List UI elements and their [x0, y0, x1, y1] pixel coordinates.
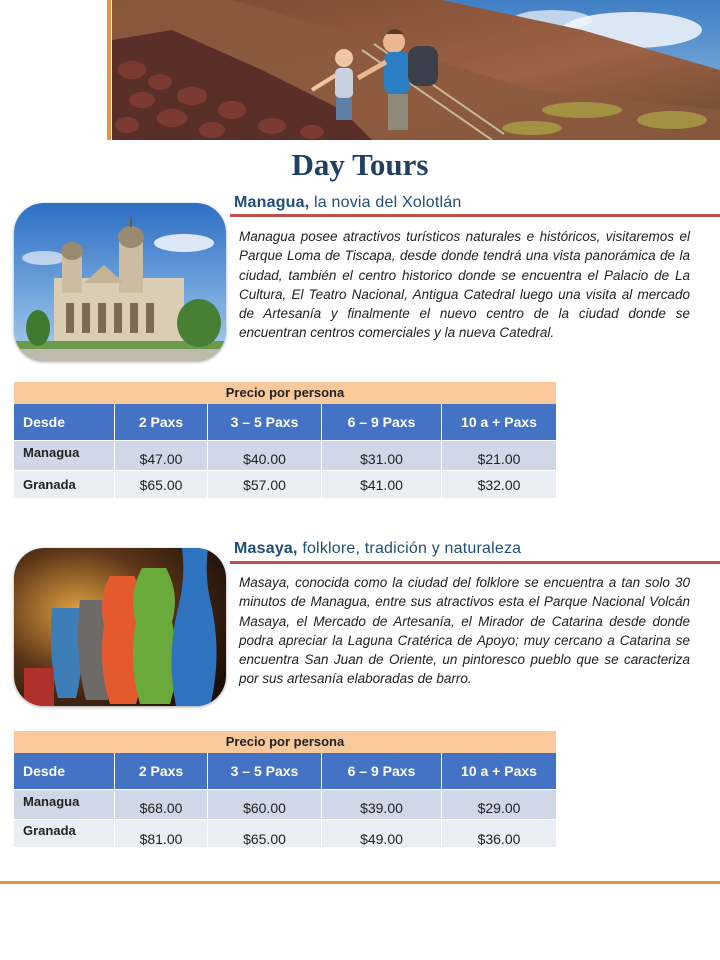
col-header-10-plus-paxs: 10 a + Paxs	[461, 763, 537, 779]
masaya-description: Masaya, conocida como la ciudad del folklore se encuentra a tan solo 30 minutos de Managua, entre sus atractivos esta el Parque Nacional Volcán Masaya, el Mercado de Artesanía, el Mirador de Catarina desde donde podra apreciar la Laguna Cratérica de Apoyo; muy cercano a Catarina se encuentra San Juan de Oriente, un pintoresco pueblo que se caracteriza por sus artesanía elaboradas de barro.	[239, 575, 690, 687]
col-header-2-paxs: 2 Paxs	[115, 404, 208, 440]
banner-accent-stripe	[107, 0, 111, 140]
price-cell: $36.00	[442, 819, 556, 847]
managua-heading-rule	[230, 214, 720, 217]
col-header-6-9-paxs: 6 – 9 Paxs	[322, 404, 442, 440]
table-row	[14, 470, 556, 498]
footer-accent-rule	[0, 881, 720, 884]
price-cell: $29.00	[442, 789, 556, 819]
col-header-desde: Desde	[14, 404, 115, 440]
masaya-pottery-photo	[14, 548, 226, 706]
price-table-header-row	[14, 753, 556, 789]
page-title: Day Tours	[291, 147, 429, 182]
masaya-heading-rule	[230, 561, 720, 564]
col-header-desde: Desde	[14, 753, 115, 789]
managua-cathedral-photo	[14, 203, 226, 361]
price-table-header-row	[14, 404, 556, 440]
row-origin-cell: Granada	[14, 819, 115, 847]
masaya-place-name: Masaya,	[234, 540, 298, 557]
managua-place-name: Managua,	[234, 194, 310, 211]
col-header-10-plus-paxs: 10 a + Paxs	[461, 414, 537, 430]
col-header-2-paxs: 2 Paxs	[115, 753, 208, 789]
price-cell: $65.00	[115, 470, 208, 498]
table-row	[14, 789, 556, 819]
price-cell: $60.00	[208, 789, 322, 819]
price-cell: $68.00	[115, 789, 208, 819]
price-cell: $41.00	[322, 470, 442, 498]
table-row	[14, 819, 556, 847]
price-cell: $49.00	[322, 819, 442, 847]
price-cell: $65.00	[208, 819, 322, 847]
row-origin-cell: Granada	[14, 470, 115, 498]
price-cell: $57.00	[208, 470, 322, 498]
price-cell: $40.00	[208, 440, 322, 470]
managua-tagline: la novia del Xolotlán	[309, 194, 462, 211]
row-origin-cell: Managua	[14, 789, 115, 819]
row-origin-cell: Managua	[14, 440, 115, 470]
price-cell: $47.00	[115, 440, 208, 470]
managua-description: Managua posee atractivos turísticos naturales e históricos, visitaremos el Parque Loma de Tiscapa, desde donde tendrá una vista panorámica de la ciudad, también el centro historico donde se encuentra el Palacio de La Cultura, El Teatro Nacional, Antigua Catedral luego una visita al mercado de Artesanía y finalmente el nuevo centro de la ciudad donde se encuentran centros comerciales y la nueva Catedral.	[239, 229, 690, 341]
price-cell: $32.00	[442, 470, 556, 498]
managua-heading	[234, 194, 461, 212]
price-table-caption: Precio por persona	[14, 731, 556, 753]
price-table-caption: Precio por persona	[14, 382, 556, 404]
table-row	[14, 440, 556, 470]
price-cell: $31.00	[322, 440, 442, 470]
masaya-tagline: folklore, tradición y naturaleza	[297, 540, 522, 557]
banner-photo-volcano-hikers	[112, 0, 720, 140]
managua-price-table	[14, 382, 556, 498]
masaya-price-table	[14, 731, 556, 847]
price-cell: $81.00	[115, 819, 208, 847]
price-cell: $21.00	[442, 440, 556, 470]
col-header-3-5-paxs: 3 – 5 Paxs	[208, 404, 322, 440]
col-header-6-9-paxs: 6 – 9 Paxs	[322, 753, 442, 789]
masaya-heading	[234, 540, 521, 558]
col-header-3-5-paxs: 3 – 5 Paxs	[208, 753, 322, 789]
price-cell: $39.00	[322, 789, 442, 819]
